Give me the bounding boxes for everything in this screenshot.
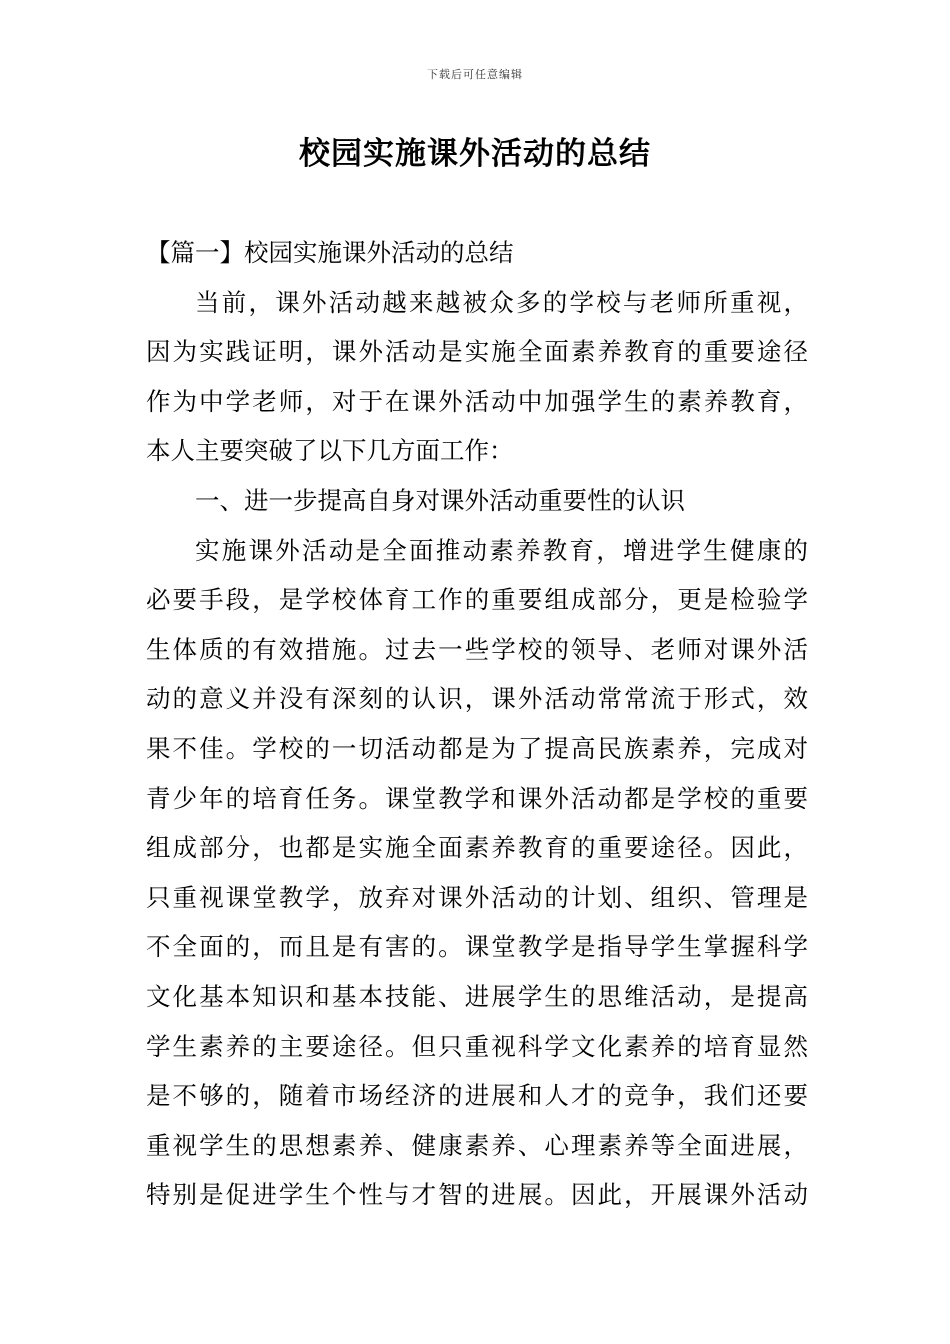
body-line: 特别是促进学生个性与才智的进展。因此，开展课外活动 [146,1180,808,1210]
section-heading: 一、进一步提高自身对课外活动重要性的认识 [195,485,685,515]
body-line: 重视学生的思想素养、健康素养、心理素养等全面进展， [146,1130,808,1160]
body-line: 本人主要突破了以下几方面工作： [146,436,514,466]
document-body [146,228,808,1220]
body-line: 青少年的培育任务。课堂教学和课外活动都是学校的重要 [146,783,808,813]
document-title: 校园实施课外活动的总结 [299,136,651,172]
body-line: 因为实践证明，课外活动是实施全面素养教育的重要途径 [146,337,808,367]
body-line: 文化基本知识和基本技能、进展学生的思维活动，是提高 [146,981,808,1011]
body-line: 【篇一】校园实施课外活动的总结 [146,238,514,267]
body-line: 果不佳。学校的一切活动都是为了提高民族素养，完成对 [146,733,808,763]
body-line: 作为中学老师，对于在课外活动中加强学生的素养教育， [146,386,808,416]
body-line: 组成部分，也都是实施全面素养教育的重要途径。因此， [146,833,808,863]
body-line: 生体质的有效措施。过去一些学校的领导、老师对课外活 [146,634,808,664]
body-line: 学生素养的主要途径。但只重视科学文化素养的培育显然 [146,1031,808,1061]
body-line: 不全面的，而且是有害的。课堂教学是指导学生掌握科学 [146,932,808,962]
body-line: 必要手段，是学校体育工作的重要组成部分，更是检验学 [146,585,808,615]
body-line: 当前，课外活动越来越被众多的学校与老师所重视， [195,287,808,317]
body-line: 动的意义并没有深刻的认识，课外活动常常流于形式，效 [146,684,808,714]
body-line: 是不够的，随着市场经济的进展和人才的竞争，我们还要 [146,1081,808,1111]
body-line: 只重视课堂教学，放弃对课外活动的计划、组织、管理是 [146,882,808,912]
header-note: 下载后可任意编辑 [427,68,523,81]
body-line: 实施课外活动是全面推动素养教育，增进学生健康的 [195,535,808,565]
